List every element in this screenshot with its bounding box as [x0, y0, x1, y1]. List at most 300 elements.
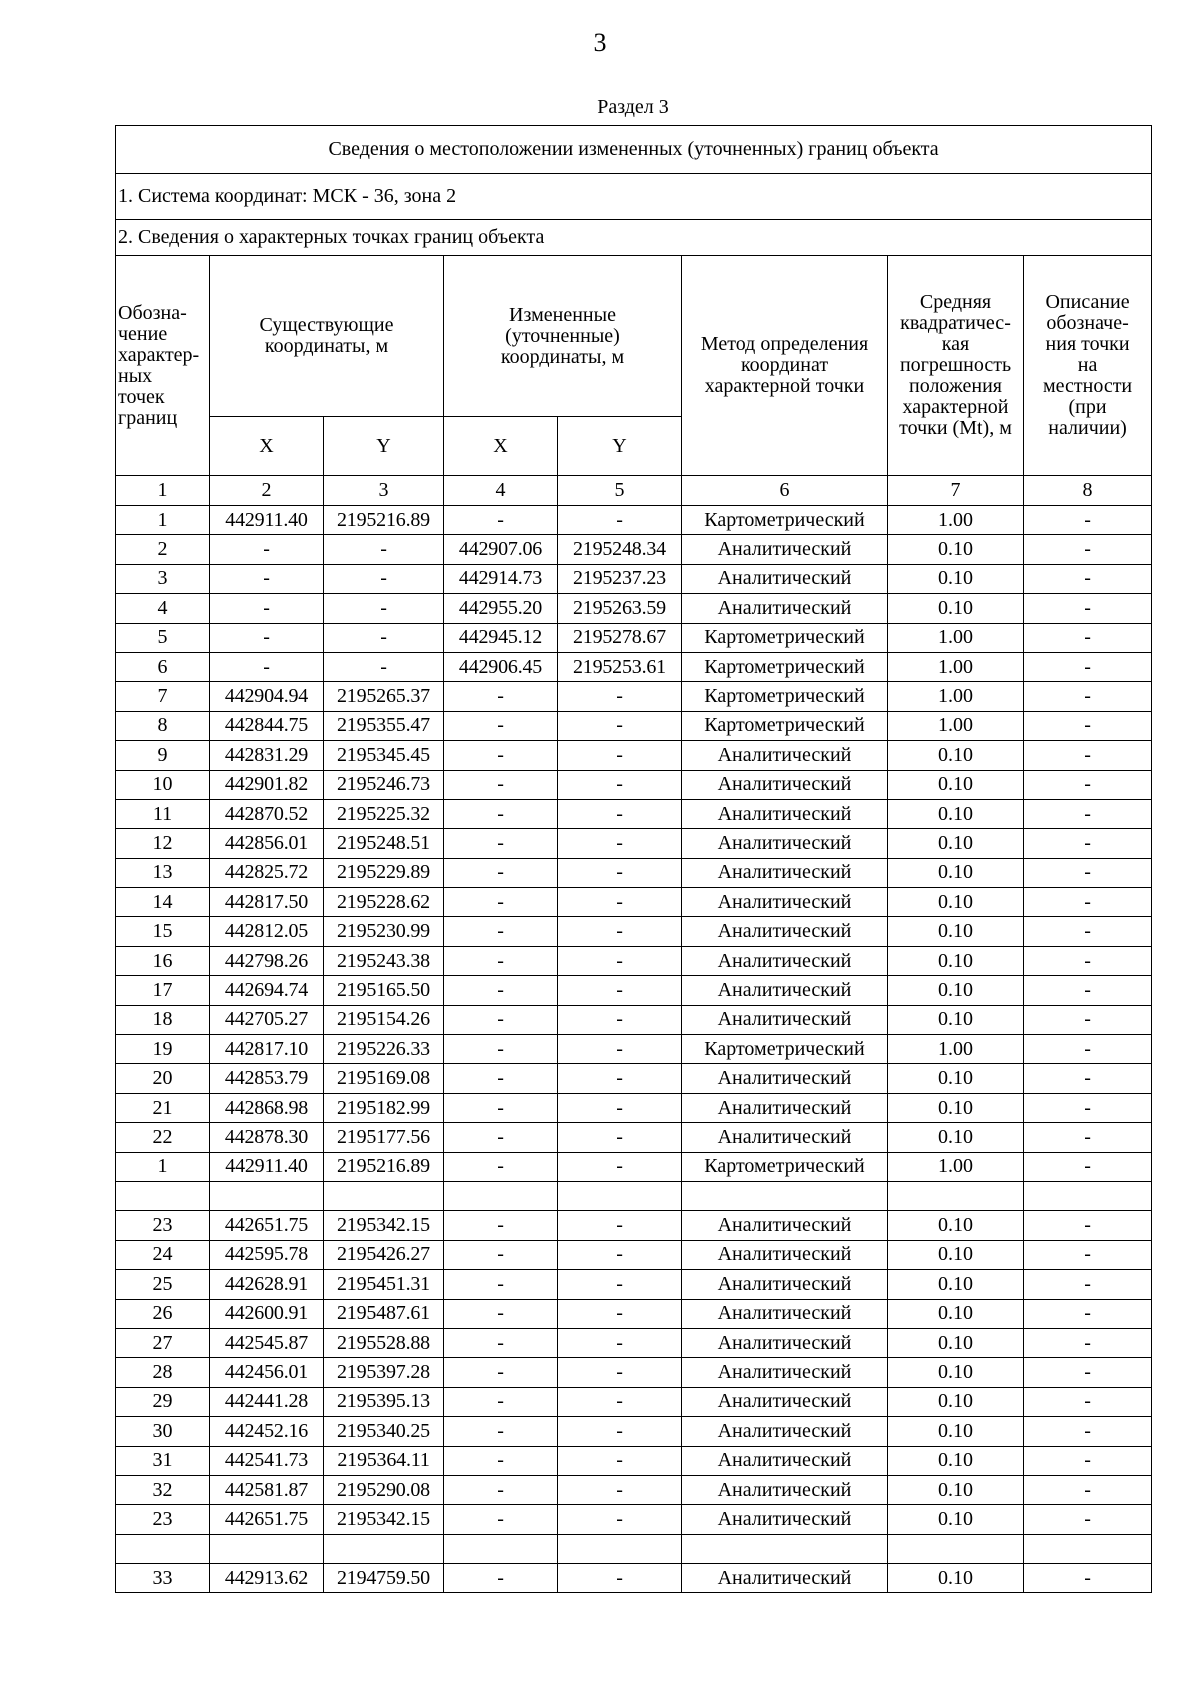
- table-row: [116, 976, 1152, 1005]
- changed-y: -: [558, 1328, 682, 1357]
- existing-y: 2195246.73: [324, 770, 444, 799]
- method: Аналитический: [682, 1270, 888, 1299]
- point-number: 17: [116, 976, 210, 1005]
- existing-x: 442651.75: [210, 1505, 324, 1534]
- method: Аналитический: [682, 1211, 888, 1240]
- changed-x: 442955.20: [444, 594, 558, 623]
- method: Аналитический: [682, 1505, 888, 1534]
- existing-x: 442628.91: [210, 1270, 324, 1299]
- method: Картометрический: [682, 623, 888, 652]
- table-row: [116, 652, 1152, 681]
- existing-x: [210, 1534, 324, 1563]
- changed-y: 2195278.67: [558, 623, 682, 652]
- point-number: 19: [116, 1035, 210, 1064]
- existing-y: 2195177.56: [324, 1123, 444, 1152]
- point-number: 16: [116, 946, 210, 975]
- existing-y: -: [324, 564, 444, 593]
- description: -: [1024, 1387, 1152, 1416]
- existing-y: 2195355.47: [324, 711, 444, 740]
- existing-x: 442541.73: [210, 1446, 324, 1475]
- method: Аналитический: [682, 1446, 888, 1475]
- existing-x: 442856.01: [210, 829, 324, 858]
- existing-x: 442817.10: [210, 1035, 324, 1064]
- point-number: 30: [116, 1417, 210, 1446]
- method: Аналитический: [682, 1064, 888, 1093]
- table-row: [116, 535, 1152, 564]
- description: -: [1024, 976, 1152, 1005]
- description: -: [1024, 623, 1152, 652]
- description: -: [1024, 1093, 1152, 1122]
- point-number: 6: [116, 652, 210, 681]
- table-row: [116, 1064, 1152, 1093]
- table-row: [116, 506, 1152, 535]
- method: Картометрический: [682, 652, 888, 681]
- existing-y: 2195248.51: [324, 829, 444, 858]
- changed-x: -: [444, 1211, 558, 1240]
- method: Аналитический: [682, 1564, 888, 1593]
- point-number: 3: [116, 564, 210, 593]
- point-number: 13: [116, 858, 210, 887]
- existing-x: -: [210, 535, 324, 564]
- changed-x: -: [444, 770, 558, 799]
- accuracy: 0.10: [888, 1270, 1024, 1299]
- table-row: [116, 858, 1152, 887]
- table-row: [116, 564, 1152, 593]
- changed-x: -: [444, 1093, 558, 1122]
- accuracy: 0.10: [888, 1417, 1024, 1446]
- changed-x: -: [444, 1328, 558, 1357]
- description: -: [1024, 1064, 1152, 1093]
- description: -: [1024, 1123, 1152, 1152]
- method: Картометрический: [682, 1035, 888, 1064]
- column-numbers-row: [116, 476, 1152, 506]
- changed-y: -: [558, 1123, 682, 1152]
- existing-y: 2195342.15: [324, 1211, 444, 1240]
- existing-y: -: [324, 652, 444, 681]
- table-row: [116, 1240, 1152, 1269]
- table-row: [116, 1299, 1152, 1328]
- existing-y: 2195182.99: [324, 1093, 444, 1122]
- description: -: [1024, 711, 1152, 740]
- header-existing-x: X: [210, 417, 324, 476]
- accuracy: 0.10: [888, 741, 1024, 770]
- existing-y: 2195216.89: [324, 1152, 444, 1181]
- existing-y: 2195154.26: [324, 1005, 444, 1034]
- existing-x: 442600.91: [210, 1299, 324, 1328]
- column-number: 6: [682, 476, 888, 506]
- description: -: [1024, 682, 1152, 711]
- description: -: [1024, 1358, 1152, 1387]
- existing-x: 442844.75: [210, 711, 324, 740]
- table-row: [116, 1093, 1152, 1122]
- existing-y: 2195226.33: [324, 1035, 444, 1064]
- description: -: [1024, 917, 1152, 946]
- point-number: 33: [116, 1564, 210, 1593]
- method: Аналитический: [682, 594, 888, 623]
- method: Аналитический: [682, 1123, 888, 1152]
- table-row: [116, 1417, 1152, 1446]
- point-number: 8: [116, 711, 210, 740]
- method: Аналитический: [682, 564, 888, 593]
- header-existing-y: Y: [324, 417, 444, 476]
- description: -: [1024, 1240, 1152, 1269]
- point-number: 9: [116, 741, 210, 770]
- changed-x: -: [444, 1505, 558, 1534]
- changed-x: -: [444, 976, 558, 1005]
- table-row: [116, 1270, 1152, 1299]
- accuracy: 0.10: [888, 535, 1024, 564]
- changed-y: -: [558, 946, 682, 975]
- description: -: [1024, 829, 1152, 858]
- description: -: [1024, 1005, 1152, 1034]
- point-number: 28: [116, 1358, 210, 1387]
- method: Аналитический: [682, 946, 888, 975]
- accuracy: 0.10: [888, 1299, 1024, 1328]
- existing-x: 442595.78: [210, 1240, 324, 1269]
- table-row: [116, 946, 1152, 975]
- changed-x: [444, 1181, 558, 1210]
- point-number: 23: [116, 1211, 210, 1240]
- changed-y: -: [558, 1240, 682, 1269]
- description: -: [1024, 594, 1152, 623]
- point-number: 5: [116, 623, 210, 652]
- changed-x: -: [444, 1417, 558, 1446]
- accuracy: 0.10: [888, 1123, 1024, 1152]
- method: Аналитический: [682, 1328, 888, 1357]
- existing-x: [210, 1181, 324, 1210]
- existing-y: 2195364.11: [324, 1446, 444, 1475]
- method: [682, 1181, 888, 1210]
- existing-x: 442441.28: [210, 1387, 324, 1416]
- method: Аналитический: [682, 917, 888, 946]
- existing-y: 2195340.25: [324, 1417, 444, 1446]
- changed-x: -: [444, 1064, 558, 1093]
- accuracy: 0.10: [888, 946, 1024, 975]
- existing-y: 2195426.27: [324, 1240, 444, 1269]
- changed-y: -: [558, 858, 682, 887]
- point-number: 12: [116, 829, 210, 858]
- existing-x: 442825.72: [210, 858, 324, 887]
- changed-y: -: [558, 506, 682, 535]
- changed-x: -: [444, 1240, 558, 1269]
- changed-y: -: [558, 1093, 682, 1122]
- description: -: [1024, 506, 1152, 535]
- changed-x: -: [444, 741, 558, 770]
- description: -: [1024, 1328, 1152, 1357]
- method: Аналитический: [682, 1475, 888, 1504]
- point-number: 25: [116, 1270, 210, 1299]
- method: [682, 1534, 888, 1563]
- description: -: [1024, 1152, 1152, 1181]
- method: Аналитический: [682, 858, 888, 887]
- changed-y: -: [558, 1064, 682, 1093]
- existing-y: 2195228.62: [324, 888, 444, 917]
- method: Аналитический: [682, 1240, 888, 1269]
- coordinate-system: 1. Система координат: МСК - 36, зона 2: [116, 174, 1152, 220]
- description: -: [1024, 858, 1152, 887]
- table-row: [116, 1505, 1152, 1534]
- description: -: [1024, 1035, 1152, 1064]
- description: -: [1024, 946, 1152, 975]
- changed-y: -: [558, 741, 682, 770]
- description: -: [1024, 1417, 1152, 1446]
- table-row: [116, 917, 1152, 946]
- point-number: 15: [116, 917, 210, 946]
- method: Аналитический: [682, 770, 888, 799]
- method: Аналитический: [682, 829, 888, 858]
- changed-x: 442906.45: [444, 652, 558, 681]
- table-row: [116, 623, 1152, 652]
- existing-x: 442904.94: [210, 682, 324, 711]
- existing-y: 2195229.89: [324, 858, 444, 887]
- point-number: 31: [116, 1446, 210, 1475]
- table-row: [116, 1358, 1152, 1387]
- accuracy: 0.10: [888, 1005, 1024, 1034]
- description: -: [1024, 1475, 1152, 1504]
- accuracy: 1.00: [888, 1152, 1024, 1181]
- accuracy: 0.10: [888, 829, 1024, 858]
- header-accuracy: Средняя квадратичес- кая погрешность положения характерной точки (Mt), м: [888, 256, 1024, 476]
- accuracy: 1.00: [888, 711, 1024, 740]
- table-row: [116, 888, 1152, 917]
- existing-y: [324, 1534, 444, 1563]
- page-number: 3: [593, 28, 607, 57]
- header-existing-coordinates: Существующие координаты, м: [210, 256, 444, 417]
- changed-x: -: [444, 1005, 558, 1034]
- existing-x: 442456.01: [210, 1358, 324, 1387]
- changed-y: -: [558, 1358, 682, 1387]
- section-title: Раздел 3: [597, 96, 669, 118]
- description: [1024, 1181, 1152, 1210]
- accuracy: 1.00: [888, 682, 1024, 711]
- header-method: Метод определения координат характерной точки: [682, 256, 888, 476]
- accuracy: 0.10: [888, 1064, 1024, 1093]
- description: -: [1024, 1270, 1152, 1299]
- point-number: 1: [116, 506, 210, 535]
- table-title: Сведения о местоположении измененных (уточненных) границ объекта: [116, 126, 1152, 174]
- changed-x: -: [444, 946, 558, 975]
- column-number: 8: [1024, 476, 1152, 506]
- table-row: [116, 1475, 1152, 1504]
- changed-y: 2195248.34: [558, 535, 682, 564]
- table-row: [116, 1564, 1152, 1593]
- changed-y: -: [558, 1475, 682, 1504]
- changed-y: -: [558, 1446, 682, 1475]
- description: -: [1024, 1564, 1152, 1593]
- method: Картометрический: [682, 711, 888, 740]
- existing-x: 442870.52: [210, 799, 324, 828]
- accuracy: 0.10: [888, 1475, 1024, 1504]
- existing-x: -: [210, 623, 324, 652]
- accuracy: 0.10: [888, 1387, 1024, 1416]
- changed-y: -: [558, 917, 682, 946]
- existing-x: 442452.16: [210, 1417, 324, 1446]
- changed-y: -: [558, 1299, 682, 1328]
- point-number: 20: [116, 1064, 210, 1093]
- changed-x: 442907.06: [444, 535, 558, 564]
- changed-x: -: [444, 1564, 558, 1593]
- changed-y: -: [558, 1211, 682, 1240]
- changed-x: -: [444, 1358, 558, 1387]
- accuracy: 0.10: [888, 799, 1024, 828]
- existing-x: 442911.40: [210, 506, 324, 535]
- existing-y: 2195528.88: [324, 1328, 444, 1357]
- changed-y: -: [558, 829, 682, 858]
- method: Аналитический: [682, 1005, 888, 1034]
- accuracy: 1.00: [888, 1035, 1024, 1064]
- existing-x: 442831.29: [210, 741, 324, 770]
- existing-x: 442798.26: [210, 946, 324, 975]
- accuracy: 0.10: [888, 1564, 1024, 1593]
- changed-x: -: [444, 1387, 558, 1416]
- existing-y: 2195169.08: [324, 1064, 444, 1093]
- method: Картометрический: [682, 1152, 888, 1181]
- accuracy: 1.00: [888, 623, 1024, 652]
- point-number: 10: [116, 770, 210, 799]
- header-description: Описание обозначе- ния точки на местности (при наличии): [1024, 256, 1152, 476]
- existing-y: 2195165.50: [324, 976, 444, 1005]
- point-number: 27: [116, 1328, 210, 1357]
- changed-x: -: [444, 1152, 558, 1181]
- column-number: 4: [444, 476, 558, 506]
- existing-x: 442694.74: [210, 976, 324, 1005]
- table-row: [116, 1387, 1152, 1416]
- changed-x: 442945.12: [444, 623, 558, 652]
- description: -: [1024, 741, 1152, 770]
- point-number: [116, 1181, 210, 1210]
- changed-x: [444, 1534, 558, 1563]
- description: -: [1024, 535, 1152, 564]
- method: Аналитический: [682, 535, 888, 564]
- description: -: [1024, 652, 1152, 681]
- method: Аналитический: [682, 741, 888, 770]
- changed-y: -: [558, 799, 682, 828]
- accuracy: 0.10: [888, 917, 1024, 946]
- changed-x: -: [444, 799, 558, 828]
- accuracy: 0.10: [888, 888, 1024, 917]
- header-changed-y: Y: [558, 417, 682, 476]
- point-number: 4: [116, 594, 210, 623]
- description: -: [1024, 888, 1152, 917]
- boundary-points-table: [115, 125, 1152, 1593]
- point-number: 26: [116, 1299, 210, 1328]
- method: Картометрический: [682, 682, 888, 711]
- changed-x: -: [444, 711, 558, 740]
- method: Аналитический: [682, 976, 888, 1005]
- description: -: [1024, 799, 1152, 828]
- point-number: 22: [116, 1123, 210, 1152]
- accuracy: [888, 1534, 1024, 1563]
- table-row: [116, 741, 1152, 770]
- existing-x: 442911.40: [210, 1152, 324, 1181]
- accuracy: 0.10: [888, 1505, 1024, 1534]
- column-number: 7: [888, 476, 1024, 506]
- existing-y: 2195243.38: [324, 946, 444, 975]
- accuracy: 0.10: [888, 1328, 1024, 1357]
- point-number: 2: [116, 535, 210, 564]
- table-row: [116, 770, 1152, 799]
- table-row: [116, 1328, 1152, 1357]
- existing-y: 2195395.13: [324, 1387, 444, 1416]
- changed-y: 2195253.61: [558, 652, 682, 681]
- existing-x: 442913.62: [210, 1564, 324, 1593]
- changed-y: -: [558, 1035, 682, 1064]
- accuracy: 0.10: [888, 1211, 1024, 1240]
- description: -: [1024, 1446, 1152, 1475]
- point-number: 29: [116, 1387, 210, 1416]
- description: [1024, 1534, 1152, 1563]
- existing-y: 2195225.32: [324, 799, 444, 828]
- changed-x: -: [444, 1035, 558, 1064]
- accuracy: 0.10: [888, 1240, 1024, 1269]
- existing-x: 442651.75: [210, 1211, 324, 1240]
- changed-y: -: [558, 1387, 682, 1416]
- method: Картометрический: [682, 506, 888, 535]
- column-number: 5: [558, 476, 682, 506]
- changed-y: -: [558, 888, 682, 917]
- changed-y: 2195263.59: [558, 594, 682, 623]
- description: -: [1024, 1211, 1152, 1240]
- point-number: 23: [116, 1505, 210, 1534]
- existing-y: 2195345.45: [324, 741, 444, 770]
- changed-x: 442914.73: [444, 564, 558, 593]
- existing-x: 442581.87: [210, 1475, 324, 1504]
- description: -: [1024, 564, 1152, 593]
- existing-x: 442901.82: [210, 770, 324, 799]
- changed-y: -: [558, 1505, 682, 1534]
- points-caption: 2. Сведения о характерных точках границ объекта: [116, 220, 1152, 256]
- changed-x: -: [444, 1446, 558, 1475]
- changed-x: -: [444, 682, 558, 711]
- changed-y: [558, 1181, 682, 1210]
- method: Аналитический: [682, 1387, 888, 1416]
- changed-x: -: [444, 917, 558, 946]
- method: Аналитический: [682, 888, 888, 917]
- point-number: 1: [116, 1152, 210, 1181]
- existing-y: 2195216.89: [324, 506, 444, 535]
- existing-y: -: [324, 594, 444, 623]
- accuracy: 0.10: [888, 976, 1024, 1005]
- point-number: 24: [116, 1240, 210, 1269]
- existing-y: -: [324, 623, 444, 652]
- existing-x: -: [210, 652, 324, 681]
- existing-y: 2195487.61: [324, 1299, 444, 1328]
- column-number: 3: [324, 476, 444, 506]
- changed-x: -: [444, 1475, 558, 1504]
- point-number: [116, 1534, 210, 1563]
- accuracy: 0.10: [888, 1446, 1024, 1475]
- existing-x: 442545.87: [210, 1328, 324, 1357]
- method: Аналитический: [682, 1093, 888, 1122]
- table-row: [116, 829, 1152, 858]
- changed-y: -: [558, 1005, 682, 1034]
- point-number: 32: [116, 1475, 210, 1504]
- method: Аналитический: [682, 799, 888, 828]
- existing-x: -: [210, 564, 324, 593]
- changed-y: -: [558, 1564, 682, 1593]
- changed-y: [558, 1534, 682, 1563]
- header-changed-coordinates: Измененные (уточненные) координаты, м: [444, 256, 682, 417]
- table-row: [116, 1534, 1152, 1563]
- table-row: [116, 594, 1152, 623]
- accuracy: 1.00: [888, 652, 1024, 681]
- header-designation: Обозна- чение характер- ных точек границ: [116, 256, 210, 476]
- accuracy: 1.00: [888, 506, 1024, 535]
- table-row: [116, 799, 1152, 828]
- existing-y: 2195265.37: [324, 682, 444, 711]
- method: Аналитический: [682, 1417, 888, 1446]
- header-changed-x: X: [444, 417, 558, 476]
